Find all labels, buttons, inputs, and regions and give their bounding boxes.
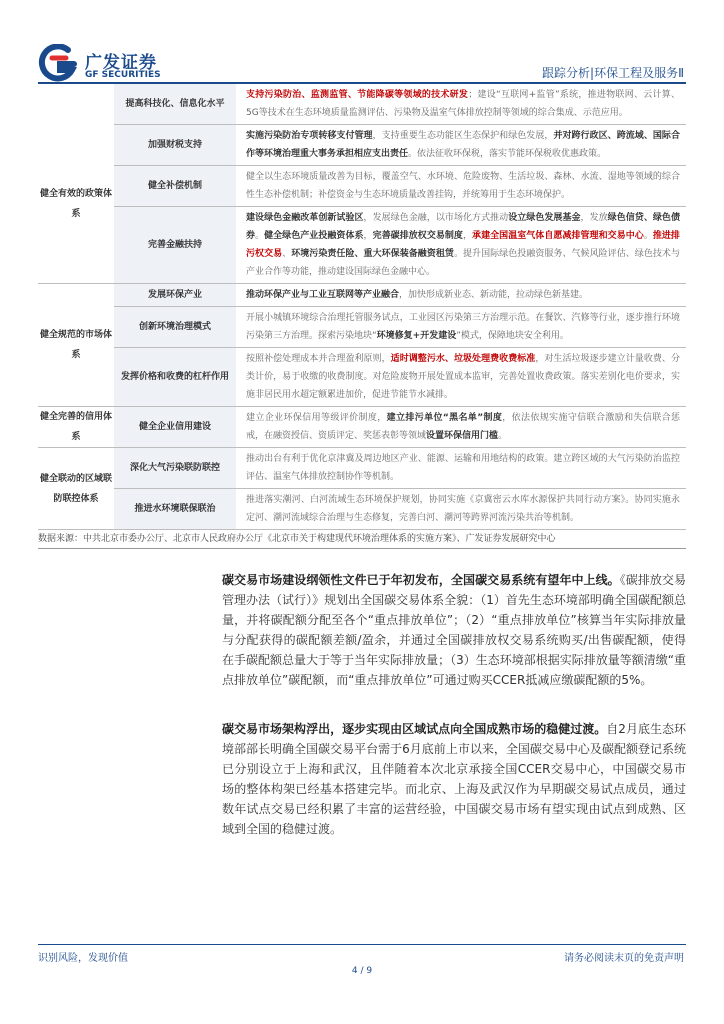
measure-cell: 加强财税支持	[114, 125, 236, 166]
measure-cell: 提高科技化、信息化水平	[114, 84, 236, 125]
company-name-cn: 广发证券	[85, 53, 157, 73]
paragraph-carbon-market-framework	[222, 570, 686, 690]
bold-text: 完善碳排放权交易制度	[372, 231, 463, 241]
highlight-text: 适时调整污水、垃圾处理费收费标准	[390, 354, 536, 364]
plain-text: ，对生活垃圾逐步建立计量收费、分类计价，易于收缴的收费制度。对危险废物开展处置成本监审，完善处置收费政策。落实差别化电价要求，实施非居民用水超定额累进加价，促进节能节水减排。	[246, 354, 680, 400]
bold-text: 环境修复+开发建设	[376, 331, 457, 341]
plain-text: 建立企业环保信用等级评价制度，	[246, 413, 387, 423]
table-row	[38, 489, 686, 530]
plain-text: ，支持重要生态功能区生态保护和绿色发展，	[372, 131, 554, 141]
bold-text: 绿色信贷、绿色债券	[246, 213, 680, 241]
plain-text: ，加快形成新业态、新动能，拉动绿色新基建。	[399, 290, 589, 300]
measure-cell: 深化大气污染联防联控	[114, 448, 236, 489]
plain-text: 。	[498, 431, 508, 441]
description-cell	[236, 489, 686, 530]
policy-table	[38, 84, 686, 530]
footer-divider	[38, 944, 686, 945]
highlight-text: 支持污染防治、监测监管、节能降碳等领域的技术研发	[246, 90, 469, 100]
plain-text: ，	[363, 231, 373, 241]
measure-cell: 创新环境治理模式	[114, 307, 236, 348]
category-cell: 健全联动的区域联防联控体系	[38, 448, 114, 530]
plain-text: ，发放	[580, 213, 608, 223]
bold-text: 设置环保信用门槛	[426, 431, 499, 441]
description-cell	[236, 166, 686, 207]
description-cell	[236, 284, 686, 307]
plain-text: 。提升国际绿色投融资服务、气候风险评估、绿色技术与产业合作等功能，推动建设国际绿色金融中心。	[246, 249, 680, 277]
paragraph-body: 自2月底生态环境部部长明确全国碳交易平台需于6月底前上市以来，全国碳交易中心及碳配额登记系统已分别设立于上海和武汉，且伴随着本次北京承接全国CCER交易中心，中国碳交易市场的整体构架已经基本搭建完毕。而北京、上海及武汉作为早期碳交易试点成员，通过数年试点交易已经积累了丰富的运营经验，中国碳交易市场有望实现由试点到成熟、区域到全国的稳健过渡。	[222, 722, 686, 836]
paragraph-body: 《碳排放交易管理办法（试行）》规划出全国碳交易体系全貌：（1）首先生态环境部明确全国碳配额总量，并将碳配额分配至各个“重点排放单位”；（2）“重点排放单位”核算当年实际排放量与分配获得的碳配额差额/盈余，并通过全国碳排放权交易系统购买/出售碳配额，使得在手碳配额总量大于等于当年实际排放量；（3）生态环境部根据实际排放量等额清缴“重点排放单位”碳配额，而“重点排放单位”可通过购买CCER抵减应缴碳配额的5%。	[222, 573, 686, 687]
measure-cell: 健全企业信用建设	[114, 407, 236, 448]
table-row	[38, 307, 686, 348]
data-source: 数据来源：中共北京市委办公厅、北京市人民政府办公厅《北京市关于构建现代环境治理体系的实施方案》、广发证券发展研究中心	[38, 534, 556, 544]
measure-cell: 健全补偿机制	[114, 166, 236, 207]
measure-cell: 发挥价格和收费的杠杆作用	[114, 348, 236, 407]
footer-slogan: 识别风险，发现价值	[38, 953, 128, 964]
plain-text: 按照补偿处理成本并合理盈利原则，	[246, 354, 391, 364]
table-row	[38, 348, 686, 407]
policy-table-body	[38, 84, 686, 530]
footer-disclaimer: 请务必阅读末页的免责声明	[564, 953, 684, 964]
table-row	[38, 448, 686, 489]
gf-logo-icon	[38, 44, 78, 84]
bold-text: 建设绿色金融改革创新试验区	[246, 213, 364, 223]
paragraph-carbon-market-architecture	[222, 719, 686, 839]
plain-text: 。依法征收环保税，落实节能环保税收优惠政策。	[408, 149, 607, 159]
page-number: 4 / 9	[351, 966, 373, 976]
company-name-en: GF SECURITIES	[85, 70, 161, 80]
paragraph-lead: 碳交易市场建设纲领性文件已于年初发布，全国碳交易系统有望年中上线。	[222, 573, 620, 587]
plain-text: ”模式，保障地块安全利用。	[456, 331, 569, 341]
description-cell	[236, 407, 686, 448]
bold-text: 实施污染防治专项转移支付管理	[246, 131, 373, 141]
category-cell	[38, 84, 114, 125]
plain-text: 开展小城镇环境综合治理托管服务试点，工业园区污染第三方治理示范。在餐饮、汽修等行业，逐步推行环境污染第三方治理。探索污染地块“	[246, 313, 680, 341]
bold-text: 健全绿色产业投融资体系	[264, 231, 364, 241]
description-cell	[236, 307, 686, 348]
description-cell	[236, 448, 686, 489]
category-cell: 健全规范的市场体系	[38, 284, 114, 407]
bold-text: 环境污染责任险、重大环保装备融资租赁	[291, 249, 454, 259]
table-row	[38, 207, 686, 284]
table-row	[38, 84, 686, 125]
bold-text: 建立排污单位“黑名单”制度	[386, 413, 503, 423]
paragraph-lead: 碳交易市场架构浮出，逐步实现由区域试点向全国成熟市场的稳健过渡。	[222, 722, 607, 736]
category-cell: 健全有效的政策体系	[38, 125, 114, 284]
description-cell	[236, 125, 686, 166]
measure-cell: 发展环保产业	[114, 284, 236, 307]
plain-text: 推动出台有利于优化京津冀及周边地区产业、能源、运输和用地结构的政策。建立跨区域的大气污染防治监控评估、温室气体排放控制协作等机制。	[246, 454, 680, 482]
bold-text: 推动环保产业与工业互联网等产业融合	[246, 290, 400, 300]
table-row	[38, 166, 686, 207]
plain-text: 推进落实潮河、白河流域生态环境保护规划，协同实施《京冀密云水库水源保护共同行动方案》。协同实施永定河、潮河流域综合治理与生态修复，完善白河、潮河等跨界河流污染共治等机制。	[246, 495, 680, 523]
bold-text: 设立绿色发展基金	[508, 213, 581, 223]
plain-text: ；建设“互联网+监管”系统，推进物联网、云计算、5G等技术在生态环境质量监测评估、污染物及温室气体排放控制等领域的综合集成、示范应用。	[246, 90, 680, 118]
plain-text: ，发展绿色金融，以市场化方式推动	[363, 213, 509, 223]
plain-text: 。	[255, 231, 265, 241]
source-divider	[38, 548, 686, 549]
measure-cell: 推进水环境联保联治	[114, 489, 236, 530]
highlight-text: 推进排污权交易	[246, 231, 680, 259]
plain-text: ，依法依规实施守信联合激励和失信联合惩戒，在融资授信、资质评定、奖惩表彰等领域	[246, 413, 680, 441]
description-cell	[236, 84, 686, 125]
description-cell	[236, 348, 686, 407]
plain-text: 健全以生态环境质量改善为目标，覆盖空气、水环境、危险废物、生活垃圾、森林、水流、湿地等领域的综合性生态补偿机制；补偿资金与生态环境质量改善挂钩，并统筹用于生态环境保护。	[246, 172, 680, 200]
table-row	[38, 284, 686, 307]
highlight-text: 承建全国温室气体自愿减排管理和交易中心	[472, 231, 644, 241]
table-row	[38, 407, 686, 448]
category-cell: 健全完善的信用体系	[38, 407, 114, 448]
plain-text: ，	[462, 231, 473, 241]
bold-text: 并对跨行政区、跨流域、国际合作等环境治理重大事务承担相应支出责任	[246, 131, 680, 159]
plain-text: 、	[282, 249, 292, 259]
report-type: 跟踪分析|环保工程及服务Ⅱ	[542, 66, 684, 80]
measure-cell: 完善金融扶持	[114, 207, 236, 284]
description-cell	[236, 207, 686, 284]
table-row	[38, 125, 686, 166]
plain-text: 。	[643, 231, 653, 241]
